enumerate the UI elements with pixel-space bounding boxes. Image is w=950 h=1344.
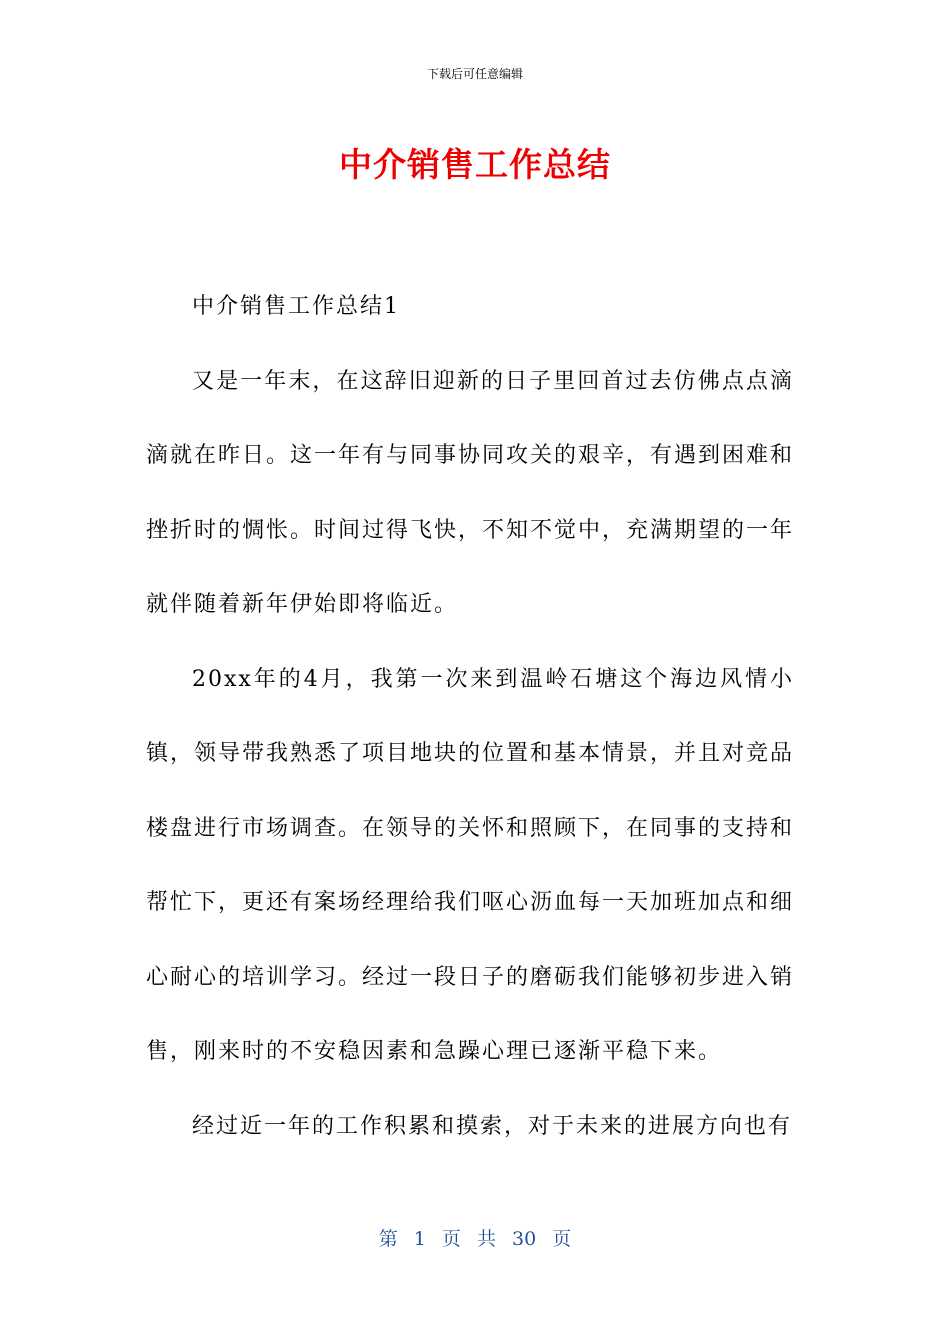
paragraph: 经过近一年的工作积累和摸索，对于未来的进展方向也有 [192, 1113, 793, 1139]
paragraph: 又是一年末，在这辞旧迎新的日子里回首过去仿佛点点滴滴就在昨日。这一年有与同事协同攻关的艰辛，有遇到困难和挫折时的惆怅。时间过得飞快，不知不觉中，充满期望的一年就伴随着新年伊始即将临近。 [146, 368, 795, 617]
page-label-prefix: 第 [378, 1228, 398, 1250]
section-heading: 中介销售工作总结1 [192, 294, 400, 319]
paragraph: 20xx年的4月，我第一次来到温岭石塘这个海边风情小镇，领导带我熟悉了项目地块的位置和基本情景，并且对竞品楼盘进行市场调查。在领导的关怀和照顾下，在同事的支持和帮忙下，更还有案场经理给我们呕心沥血每一天加班加点和细心耐心的培训学习。经过一段日子的磨砺我们能够初步进入销售，刚来时的不安稳因素和急躁心理已逐渐平稳下来。 [146, 666, 795, 1064]
page-label-suffix: 页 [552, 1228, 572, 1250]
page-footer [0, 1226, 950, 1252]
document-body [146, 270, 794, 1164]
current-page-number: 1 [413, 1228, 426, 1250]
header-note: 下载后可任意编辑 [426, 67, 523, 81]
page-label-middle: 页 共 [441, 1228, 496, 1250]
total-page-count: 30 [512, 1228, 537, 1250]
document-title: 中介销售工作总结 [339, 145, 611, 184]
